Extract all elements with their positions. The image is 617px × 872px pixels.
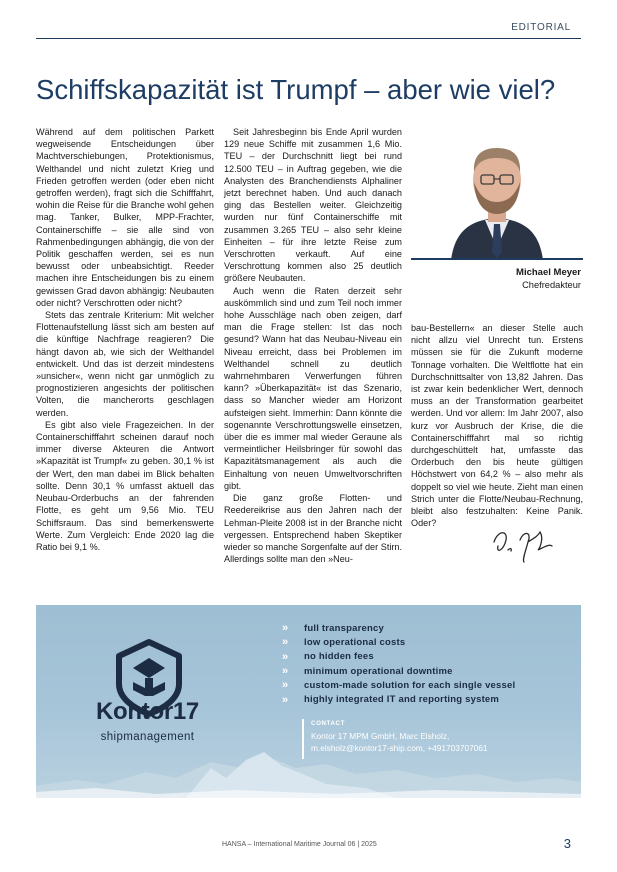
journal-footer: HANSA – International Maritime Journal 06 | 2025 [222, 841, 377, 848]
mountains-illustration [36, 738, 581, 798]
paragraph: Während auf dem politischen Parkett wegweisende Entscheidungen über Machtverschiebungen, Protektionismus, Welthandel und nicht zuletzt Krieg und Frieden getroffen werden (oder eben nicht getroffen werden), fragt sich die Schifffahrt, wohin die Reise für die Branche wohl gehen mag. Tanker, Bulker, MPP-Frachter, Containerschiffe – sie alle sind von Rahmenbedingungen abhängig, die von der Politik geschaffen werden, sei es nun bewusst oder unbeabsichtigt. Reeder machen ihre Entscheidungen bis zu einem gewissen Grad davon abhängig: Neubauten oder nicht? Verschrotten oder nicht? [36, 127, 214, 308]
double-chevron-icon: » [282, 693, 289, 706]
feature-list [282, 621, 515, 707]
author-name: Michael Meyer [516, 267, 581, 278]
feature-item [282, 621, 515, 635]
double-chevron-icon: » [282, 650, 289, 663]
feature-item [282, 650, 515, 664]
contact-details[interactable]: m.elsholz@kontor17-ship.com, +491703707061 [311, 743, 488, 753]
paragraph: Stets das zentrale Kriterium: Mit welcher Flottenaufstellung lässt sich am besten auf die künftige Nachfrage reagieren? Die hängt davon ab, wie sich der Welthandel entwickelt. Und das ist derzeit mindestens »unsicher«, wenn nicht gar unmöglich zu prognostizieren angesichts der politischen Volten, die mancherorts geschlagen werden. [36, 310, 214, 418]
paragraph: Die ganz große Flotten- und Reedereikrise aus den Jahren nach der Lehman-Pleite 2008 ist in der Branche nicht vergessen. Entsprechend haben Skeptiker wieder so manche Sorgenfalte auf der Stirn. Allerdings sollte man den »Neu- [224, 493, 402, 565]
article-headline: Schiffskapazität ist Trumpf – aber wie viel? [36, 74, 556, 105]
feature-label: minimum operational downtime [304, 665, 453, 677]
feature-item [282, 678, 515, 692]
author-portrait [411, 120, 583, 260]
page-number: 3 [563, 836, 571, 851]
double-chevron-icon: » [282, 622, 289, 635]
paragraph: Es gibt also viele Fragezeichen. In der Containerschifffahrt scheinen darauf noch immer diverse Akteuren die Antwort »Kapazität ist Trumpf« zu geben. 30,1 % ist der Wert, den man dabei im Blick behalten sollte. Denn 30,1 % umfasst aktuell das Neubau-Orderbuchs an der fahrenden Flotte, es geht um 9,56 Mio. TEU Schiffsraum. Das sind bemerkenswerte Werte. Zum Vergleich: Ende 2020 lag die Ratio bei 9,1 %. [36, 419, 214, 552]
contact-label: CONTACT [311, 720, 345, 727]
article-column-3 [411, 322, 583, 529]
advertisement[interactable] [36, 605, 581, 798]
double-chevron-icon: » [282, 679, 289, 692]
paragraph: Seit Jahresbeginn bis Ende April wurden 129 neue Schiffe mit zusammen 1,6 Mio. TEU – der Durchschnitt liegt bei rund 12.500 TEU – in Auftrag gegeben, wie die Analysten des Branchendiensts Alphaliner jetzt berechnet haben. Und auch danach ging das Bestellen weiter. Gleichzeitig wurden nur fünf Containerschiffe mit zusammen 3.265 TEU – also sehr kleine Einheiten – für ihre letzte Reise zum Verschrotten verkauft. Auf eine Verschrottung kommen also 25 deutlich größere Neubauten. [224, 127, 402, 284]
feature-item [282, 692, 515, 706]
double-chevron-icon: » [282, 636, 289, 649]
paragraph: Auch wenn die Raten derzeit sehr auskömmlich sind und zum Teil noch immer hohe Ausschläge nach oben zeigen, darf man die Frage stellen: Ist das noch gesund? Wann hat das Neubau-Niveau ein Niveau erreicht, dass bei Problemen im Welthandel schnell zu deutlich wahrnehmbaren Verwerfungen führen kann? »Überkapazität« ist das Szenario, dass so Mancher wieder am Horizont aufsteigen sieht. Immerhin: Dann könnte die sogenannte Verschrottungswelle einsetzen, über die es immer mal wieder Geraune als vermeintlicher Heilsbringer für sowohl das Kapazitätsmanagement als auch die Einhaltung von neuen Umweltvorschriften gibt. [224, 285, 402, 491]
header-divider [36, 38, 581, 39]
section-label: EDITORIAL [511, 22, 571, 33]
portrait-illustration [411, 120, 583, 260]
double-chevron-icon: » [282, 665, 289, 678]
article-column-2 [224, 126, 402, 565]
feature-label: custom-made solution for each single vessel [304, 679, 516, 691]
author-role: Chefredakteur [522, 280, 581, 290]
feature-label: no hidden fees [304, 651, 374, 663]
brand-tagline: shipmanagement [100, 731, 195, 743]
brand-name: Kontor17 [96, 698, 199, 725]
feature-item [282, 635, 515, 649]
feature-label: low operational costs [304, 636, 406, 648]
paragraph: bau-Bestellern« an dieser Stelle auch nicht allzu viel Unrecht tun. Erstens müssen sie für die Zukunft moderne Tonnage vorhalten. Die Weltflotte hat ein Durchschnittsalter von 13,82 Jahren. Das ist zwar kein bedenklicher Wert, dennoch muss an der Transformation gearbeitet werden. Und vor allem: Im Jahr 2007, also kurz vor Ausbruch der Krise, die die Containerschifffahrt mal so richtig durchgeschüttelt hat, umfasste das Orderbuch den bis heute gültigen Höchstwert von 64,2 % – also mehr als doppelt so viel wie heute. Zieht man einen Strich unter die Flotte/Neubau-Rechnung, bleibt also festzuhalten: Keine Panik. Oder? [411, 323, 583, 529]
article-column-1 [36, 126, 214, 553]
contact-company: Kontor 17 MPM GmbH, Marc Elsholz, [311, 731, 450, 741]
feature-label: full transparency [304, 622, 384, 634]
contact-divider [302, 719, 304, 759]
author-signature [484, 520, 564, 565]
portrait-divider [411, 258, 583, 260]
feature-label: highly integrated IT and reporting system [304, 694, 500, 706]
feature-item [282, 664, 515, 678]
